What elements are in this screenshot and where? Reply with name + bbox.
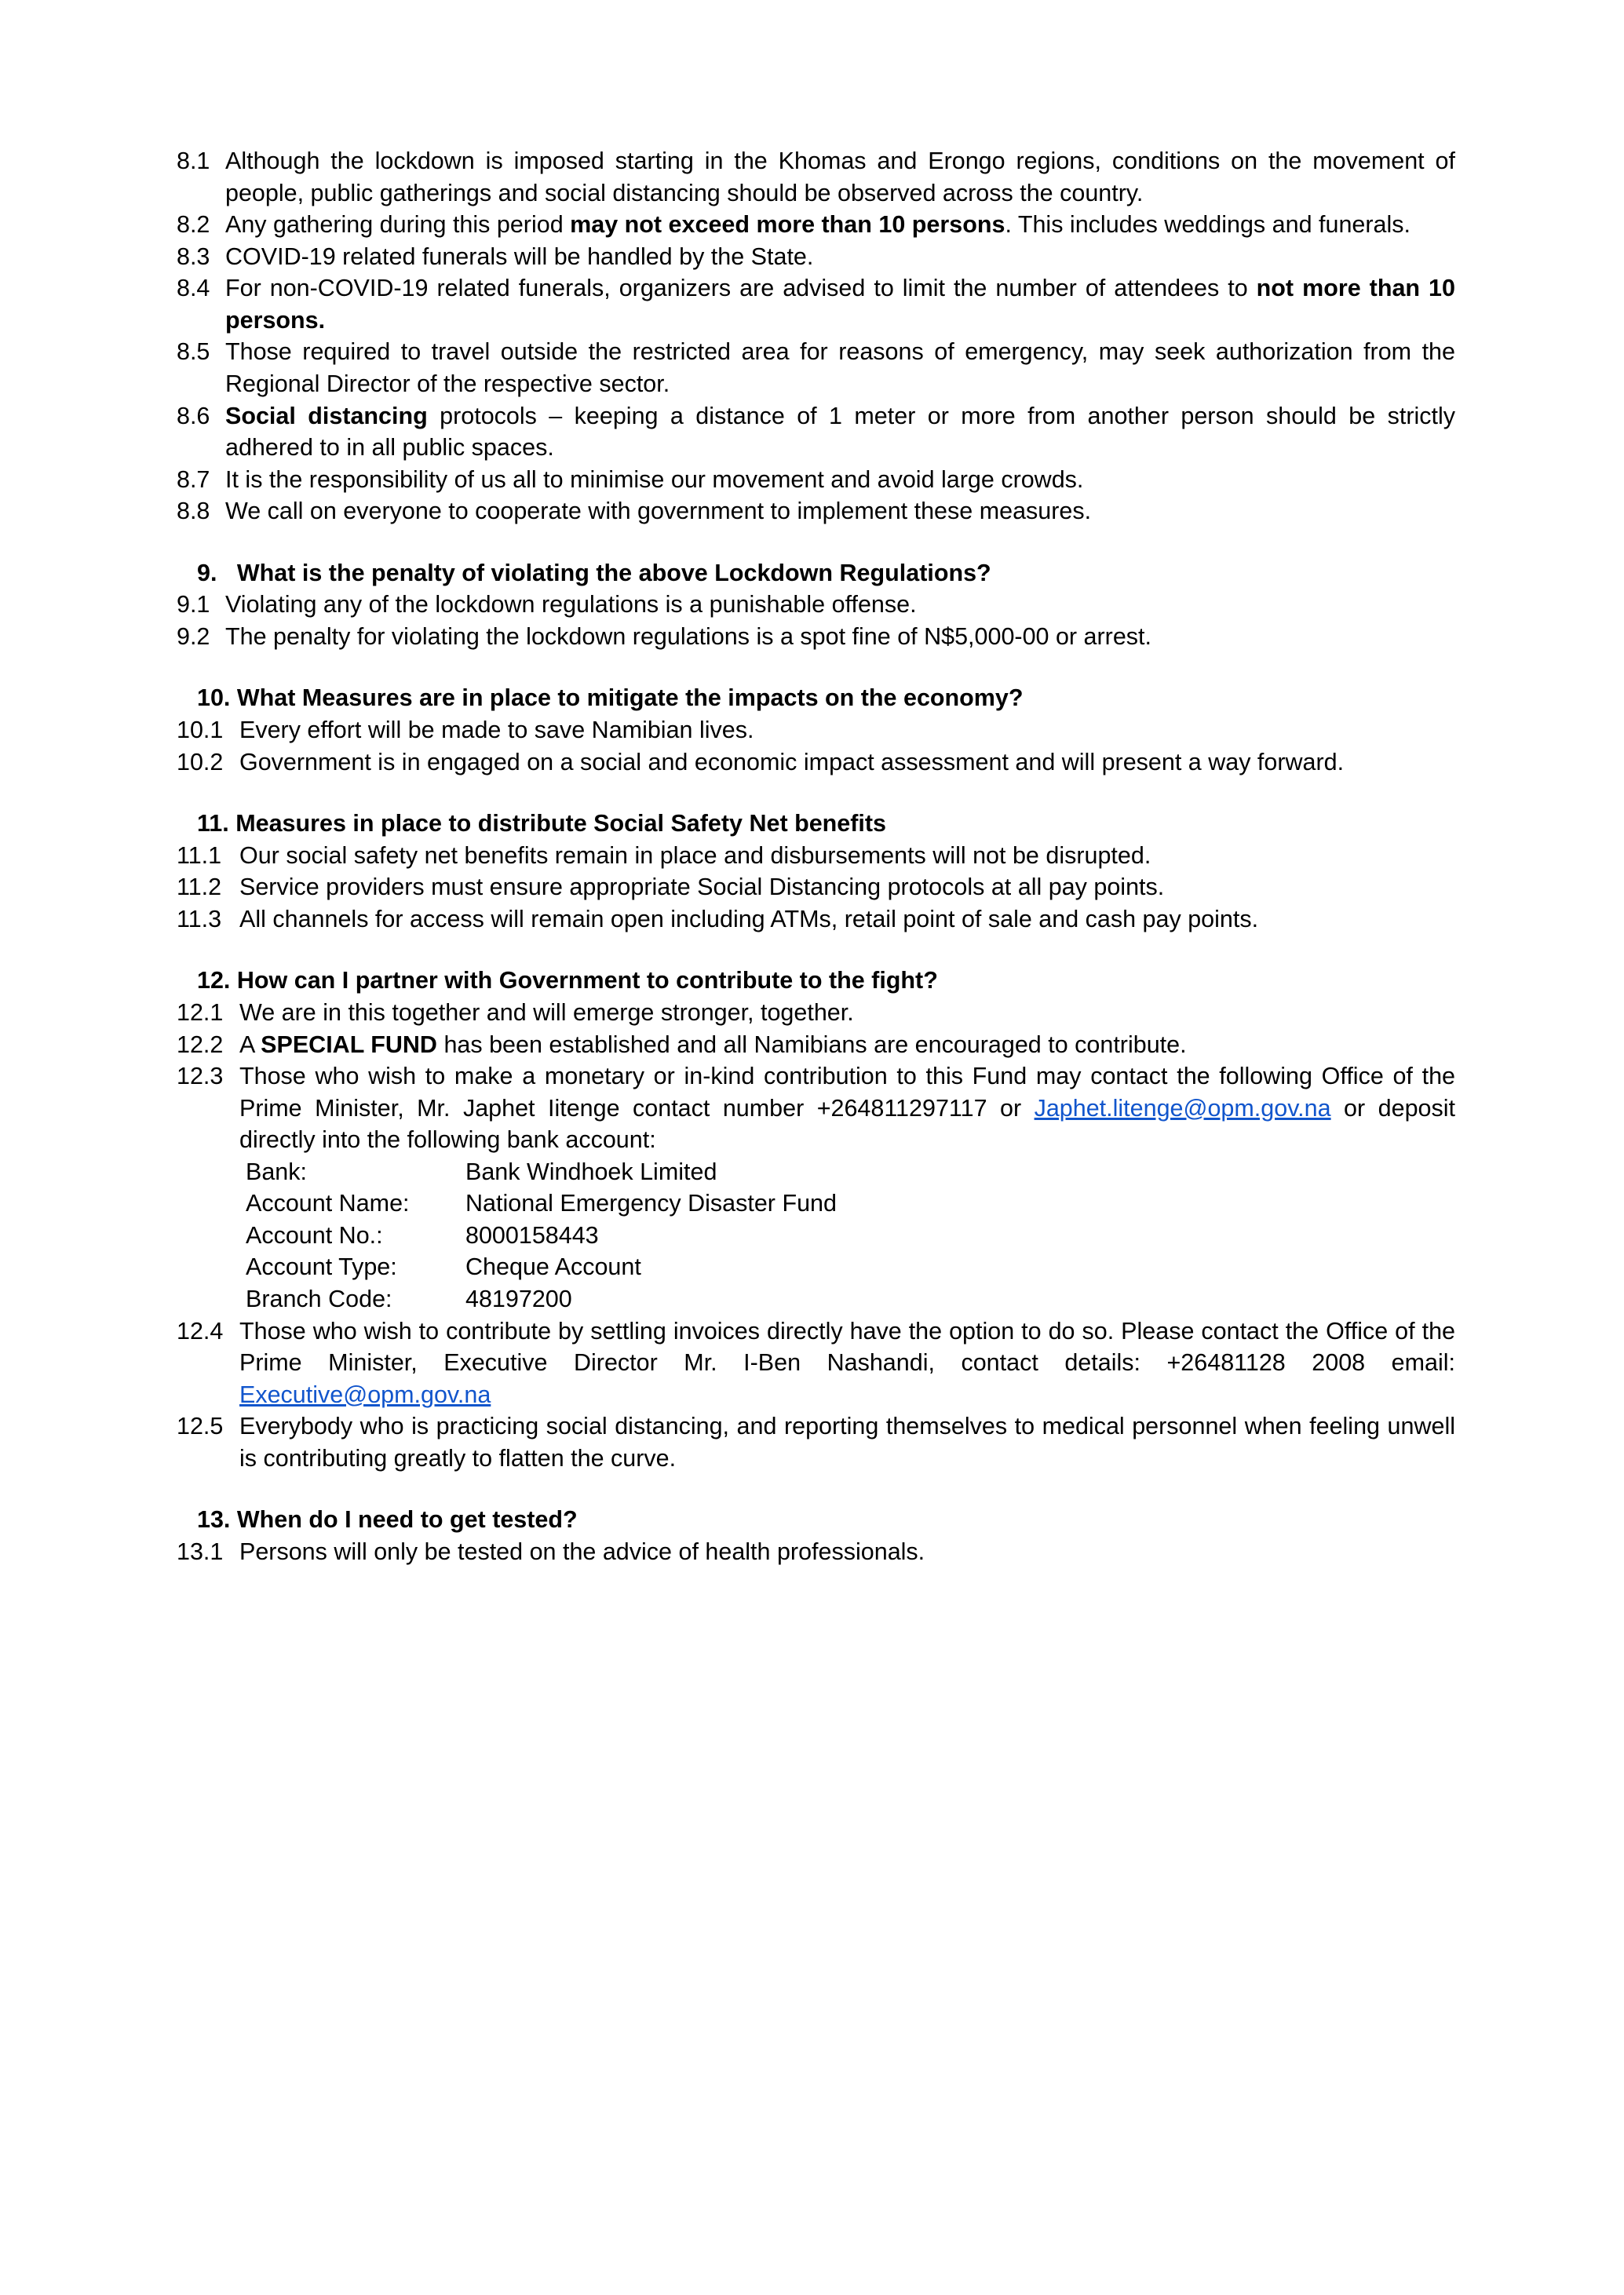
clause-number: 12.5 [177, 1413, 224, 1440]
section-13 [177, 1474, 1455, 1567]
section-heading-text: Measures in place to distribute Social Safety Net benefits [235, 810, 887, 837]
text-run: protocols – keeping a distance of 1 meter or more from another person should be strictly adhered to in all public spaces. [225, 402, 1455, 462]
clause-8.8 [177, 495, 1455, 527]
section-9 [177, 527, 1455, 653]
clause-8.3 [177, 241, 1455, 273]
clause-number: 8.7 [177, 465, 217, 493]
section-spacer [177, 1474, 1455, 1504]
bank-details-row [246, 1283, 837, 1315]
clause-number: 12.4 [177, 1317, 224, 1345]
document-body [177, 145, 1455, 1568]
emphasis-text: not more than 10 persons. [225, 275, 1455, 334]
section-heading-text: What Measures are in place to mitigate the impacts on the economy? [236, 684, 1024, 712]
clause-text [225, 621, 1455, 653]
bank-details-label: Account Type: [246, 1253, 397, 1281]
text-run: Service providers must ensure appropriate Social Distancing protocols at all pay points. [239, 874, 1165, 901]
section-spacer [177, 527, 1455, 557]
bank-details-value: 8000158443 [465, 1221, 599, 1249]
text-run: A [239, 1031, 261, 1058]
section-spacer [177, 778, 1455, 808]
clause-text [239, 997, 1455, 1029]
section-heading-text: What is the penalty of violating the above Lockdown Regulations? [236, 559, 991, 586]
clause-text [225, 209, 1455, 241]
section-spacer [177, 652, 1455, 682]
text-run: Our social safety net benefits remain in place and disbursements will not be disrupted. [239, 841, 1151, 869]
clause-text [239, 1315, 1455, 1411]
text-run: Violating any of the lockdown regulations is a punishable offense. [225, 591, 917, 618]
clause-number: 8.1 [177, 148, 217, 174]
clause-number: 11.3 [177, 905, 222, 932]
emphasis-text: may not exceed more than 10 persons [570, 211, 1005, 239]
clause-number: 11.2 [177, 874, 222, 901]
clause-8.2 [177, 209, 1455, 241]
bank-details-table [246, 1156, 837, 1315]
bank-details-row [246, 1156, 837, 1188]
clause-8.7 [177, 464, 1455, 496]
section-8 [177, 145, 1455, 527]
clause-text [239, 1029, 1455, 1061]
bank-details-value: National Emergency Disaster Fund [465, 1190, 837, 1217]
clause-10.1 [177, 714, 1455, 746]
bank-details-value: Bank Windhoek Limited [465, 1158, 717, 1185]
bank-details-row [246, 1188, 837, 1220]
clause-8.1 [177, 145, 1455, 209]
text-run: For non-COVID-19 related funerals, organizers are advised to limit the number of attendees to [225, 275, 1257, 302]
clause-12.1 [177, 997, 1455, 1029]
clause-number: 13.1 [177, 1538, 224, 1565]
clause-number: 8.2 [177, 211, 217, 239]
clause-number: 8.4 [177, 275, 217, 302]
clause-11.3 [177, 903, 1455, 936]
clause-10.2 [177, 746, 1455, 779]
clause-number: 9.1 [177, 591, 217, 618]
clause-12.4 [177, 1315, 1455, 1411]
clause-12.3 [177, 1060, 1455, 1156]
bank-details-label: Bank: [246, 1158, 307, 1185]
clause-11.2 [177, 871, 1455, 903]
clause-number: 8.5 [177, 338, 217, 366]
section-11 [177, 778, 1455, 935]
clause-text [225, 145, 1455, 209]
bank-details-label: Account Name: [246, 1190, 410, 1217]
clause-text [225, 241, 1455, 273]
clause-9.2 [177, 621, 1455, 653]
clause-12.5 [177, 1410, 1455, 1474]
clause-13.1 [177, 1536, 1455, 1568]
text-run: We are in this together and will emerge stronger, together. [239, 998, 854, 1026]
bank-details-value: Cheque Account [465, 1253, 641, 1281]
text-run: . This includes weddings and funerals. [1005, 211, 1411, 239]
clause-number: 8.3 [177, 243, 217, 270]
clause-8.5 [177, 336, 1455, 400]
clause-text [239, 1536, 1455, 1568]
section-heading [197, 808, 1455, 840]
text-run: Any gathering during this period [225, 211, 571, 239]
clause-number: 8.6 [177, 402, 217, 429]
text-run: Persons will only be tested on the advice of health professionals. [239, 1538, 925, 1565]
email-link[interactable]: Executive@opm.gov.na [239, 1381, 491, 1408]
section-heading-number: 13. [197, 1506, 237, 1534]
clause-text [239, 746, 1455, 779]
clause-text [239, 1410, 1455, 1474]
section-heading-text: How can I partner with Government to contribute to the fight? [236, 967, 938, 994]
section-heading-number: 11. [197, 810, 236, 837]
emphasis-text: Social distancing [225, 402, 428, 429]
section-heading [197, 557, 1455, 589]
clause-9.1 [177, 589, 1455, 621]
clause-text [225, 495, 1455, 527]
email-link[interactable]: Japhet.litenge@opm.gov.na [1034, 1094, 1331, 1122]
section-heading [197, 965, 1455, 997]
text-run: It is the responsibility of us all to minimise our movement and avoid large crowds. [225, 465, 1084, 493]
clause-number: 9.2 [177, 622, 217, 650]
text-run: has been established and all Namibians are encouraged to contribute. [436, 1031, 1187, 1058]
clause-number: 8.8 [177, 498, 217, 525]
text-run: COVID-19 related funerals will be handled by the State. [225, 243, 814, 270]
section-spacer [177, 935, 1455, 965]
clause-number: 11.1 [177, 841, 222, 869]
section-heading-number: 12. [197, 967, 237, 994]
clause-text [225, 336, 1455, 400]
clause-11.1 [177, 840, 1455, 872]
clause-number: 12.2 [177, 1031, 224, 1058]
clause-8.6 [177, 400, 1455, 464]
section-heading-text: When do I need to get tested? [236, 1506, 578, 1534]
text-run: We call on everyone to cooperate with government to implement these measures. [225, 498, 1092, 525]
clause-number: 12.3 [177, 1063, 224, 1090]
section-heading [197, 682, 1455, 714]
bank-details-label: Branch Code: [246, 1286, 392, 1312]
text-run: All channels for access will remain open including ATMs, retail point of sale and cash pay points. [239, 905, 1259, 932]
clause-number: 10.2 [177, 748, 224, 775]
clause-12.2 [177, 1029, 1455, 1061]
text-run: Everybody who is practicing social distancing, and reporting themselves to medical personnel when feeling unwell is contributing greatly to flatten the curve. [239, 1413, 1455, 1472]
clause-text [225, 272, 1455, 336]
clause-text [225, 400, 1455, 464]
clause-text [239, 871, 1455, 903]
section-12 [177, 935, 1455, 1474]
clause-number: 10.1 [177, 717, 224, 743]
bank-details-row [246, 1220, 837, 1252]
section-heading-number: 10. [197, 684, 237, 712]
bank-details-value: 48197200 [465, 1286, 572, 1312]
clause-text [239, 1060, 1455, 1156]
clause-text [239, 714, 1455, 746]
text-run: Every effort will be made to save Namibian lives. [239, 717, 754, 743]
clause-text [225, 589, 1455, 621]
bank-details-row [246, 1251, 837, 1283]
text-run: Those who wish to contribute by settling invoices directly have the option to do so. Please contact the Office of the Prime Minister, Executive Director Mr. I-Ben Nashandi, contact details: +26481128 2008 email: [239, 1317, 1455, 1377]
text-run: Although the lockdown is imposed starting in the Khomas and Erongo regions, conditions on the movement of people, public gatherings and social distancing should be observed across the country. [225, 148, 1455, 206]
clause-number: 12.1 [177, 998, 224, 1026]
text-run: Those required to travel outside the restricted area for reasons of emergency, may seek authorization from the Regional Director of the respective sector. [225, 338, 1455, 397]
text-run: Government is in engaged on a social and economic impact assessment and will present a way forward. [239, 748, 1345, 775]
clause-text [239, 840, 1455, 872]
section-10 [177, 652, 1455, 778]
clause-text [239, 903, 1455, 936]
section-heading-number: 9. [197, 559, 237, 586]
text-run: or deposit directly into the following bank account: [239, 1094, 1455, 1154]
bank-details-label: Account No.: [246, 1221, 383, 1249]
text-run: The penalty for violating the lockdown regulations is a spot fine of N$5,000-00 or arrest. [225, 622, 1151, 650]
clause-8.4 [177, 272, 1455, 336]
text-run: Those who wish to make a monetary or in-kind contribution to this Fund may contact the following Office of the Prime Minister, Mr. Japhet Iitenge contact number +264811297117 or [239, 1063, 1455, 1122]
section-heading [197, 1504, 1455, 1536]
emphasis-text: SPECIAL FUND [261, 1031, 437, 1058]
clause-text [225, 464, 1455, 496]
